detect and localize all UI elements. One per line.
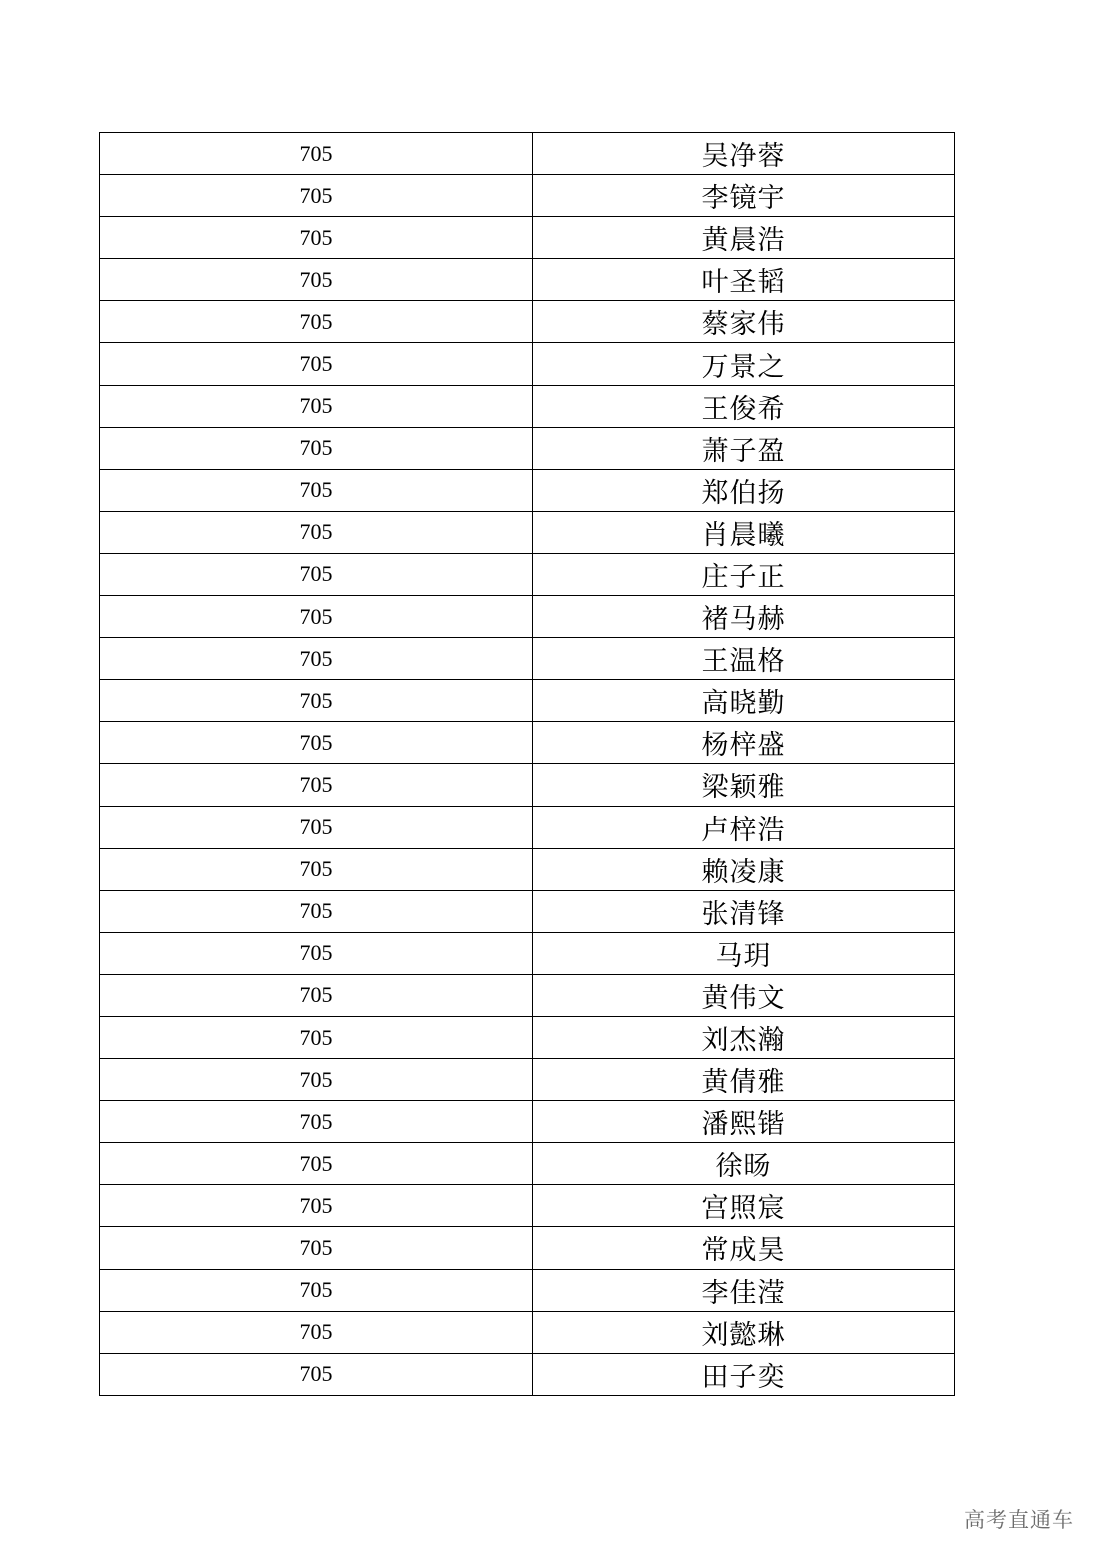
table-row: [100, 764, 955, 806]
score-roster-table: [99, 132, 955, 1396]
score-cell: 705: [100, 638, 533, 680]
student-name-cell: 赖凌康: [533, 848, 955, 890]
table-row: [100, 722, 955, 764]
score-cell: 705: [100, 1185, 533, 1227]
score-cell: 705: [100, 680, 533, 722]
score-cell: 705: [100, 1269, 533, 1311]
score-cell: 705: [100, 1227, 533, 1269]
student-name-cell: 李镜宇: [533, 175, 955, 217]
table-row: [100, 1269, 955, 1311]
table-row: [100, 133, 955, 175]
watermark-text: 高考直通车: [964, 1508, 1074, 1532]
score-cell: 705: [100, 764, 533, 806]
table-row: [100, 469, 955, 511]
table-row: [100, 638, 955, 680]
table-row: [100, 848, 955, 890]
score-cell: 705: [100, 553, 533, 595]
student-name-cell: 杨梓盛: [533, 722, 955, 764]
score-cell: 705: [100, 1143, 533, 1185]
score-cell: 705: [100, 259, 533, 301]
student-name-cell: 万景之: [533, 343, 955, 385]
student-name-cell: 宫照宸: [533, 1185, 955, 1227]
student-name-cell: 潘熙锴: [533, 1101, 955, 1143]
table-row: [100, 1353, 955, 1395]
table-row: [100, 343, 955, 385]
table-row: [100, 259, 955, 301]
score-cell: 705: [100, 427, 533, 469]
score-cell: 705: [100, 596, 533, 638]
student-name-cell: 高晓勤: [533, 680, 955, 722]
score-cell: 705: [100, 974, 533, 1016]
student-name-cell: 郑伯扬: [533, 469, 955, 511]
table-row: [100, 806, 955, 848]
student-name-cell: 刘杰瀚: [533, 1016, 955, 1058]
table-row: [100, 1101, 955, 1143]
student-name-cell: 李佳滢: [533, 1269, 955, 1311]
student-name-cell: 卢梓浩: [533, 806, 955, 848]
score-cell: 705: [100, 343, 533, 385]
score-cell: 705: [100, 385, 533, 427]
table-row: [100, 175, 955, 217]
score-cell: 705: [100, 469, 533, 511]
score-cell: 705: [100, 133, 533, 175]
score-cell: 705: [100, 1059, 533, 1101]
student-name-cell: 庄子正: [533, 553, 955, 595]
score-cell: 705: [100, 1353, 533, 1395]
student-name-cell: 黄倩雅: [533, 1059, 955, 1101]
table-row: [100, 553, 955, 595]
student-name-cell: 马玥: [533, 932, 955, 974]
score-cell: 705: [100, 722, 533, 764]
table-row: [100, 1059, 955, 1101]
student-name-cell: 黄伟文: [533, 974, 955, 1016]
student-name-cell: 徐旸: [533, 1143, 955, 1185]
student-name-cell: 刘懿琳: [533, 1311, 955, 1353]
score-cell: 705: [100, 1311, 533, 1353]
roster-table-body: [100, 133, 955, 1396]
table-row: [100, 596, 955, 638]
student-name-cell: 常成昊: [533, 1227, 955, 1269]
table-row: [100, 1016, 955, 1058]
student-name-cell: 王俊希: [533, 385, 955, 427]
student-name-cell: 叶圣韬: [533, 259, 955, 301]
score-cell: 705: [100, 848, 533, 890]
score-cell: 705: [100, 511, 533, 553]
student-name-cell: 肖晨曦: [533, 511, 955, 553]
table-row: [100, 1311, 955, 1353]
score-cell: 705: [100, 301, 533, 343]
table-row: [100, 217, 955, 259]
table-row: [100, 385, 955, 427]
table-row: [100, 974, 955, 1016]
score-cell: 705: [100, 1016, 533, 1058]
table-row: [100, 932, 955, 974]
student-name-cell: 黄晨浩: [533, 217, 955, 259]
table-row: [100, 427, 955, 469]
table-row: [100, 1227, 955, 1269]
table-row: [100, 1185, 955, 1227]
score-cell: 705: [100, 175, 533, 217]
student-name-cell: 田子奕: [533, 1353, 955, 1395]
student-name-cell: 褚马赫: [533, 596, 955, 638]
student-name-cell: 蔡家伟: [533, 301, 955, 343]
score-cell: 705: [100, 890, 533, 932]
table-row: [100, 680, 955, 722]
student-name-cell: 吴净蓉: [533, 133, 955, 175]
score-cell: 705: [100, 217, 533, 259]
score-cell: 705: [100, 1101, 533, 1143]
table-row: [100, 890, 955, 932]
table-row: [100, 301, 955, 343]
score-cell: 705: [100, 932, 533, 974]
student-name-cell: 王温格: [533, 638, 955, 680]
student-name-cell: 张清锋: [533, 890, 955, 932]
table-row: [100, 1143, 955, 1185]
score-cell: 705: [100, 806, 533, 848]
student-name-cell: 梁颖雅: [533, 764, 955, 806]
student-name-cell: 萧子盈: [533, 427, 955, 469]
table-row: [100, 511, 955, 553]
